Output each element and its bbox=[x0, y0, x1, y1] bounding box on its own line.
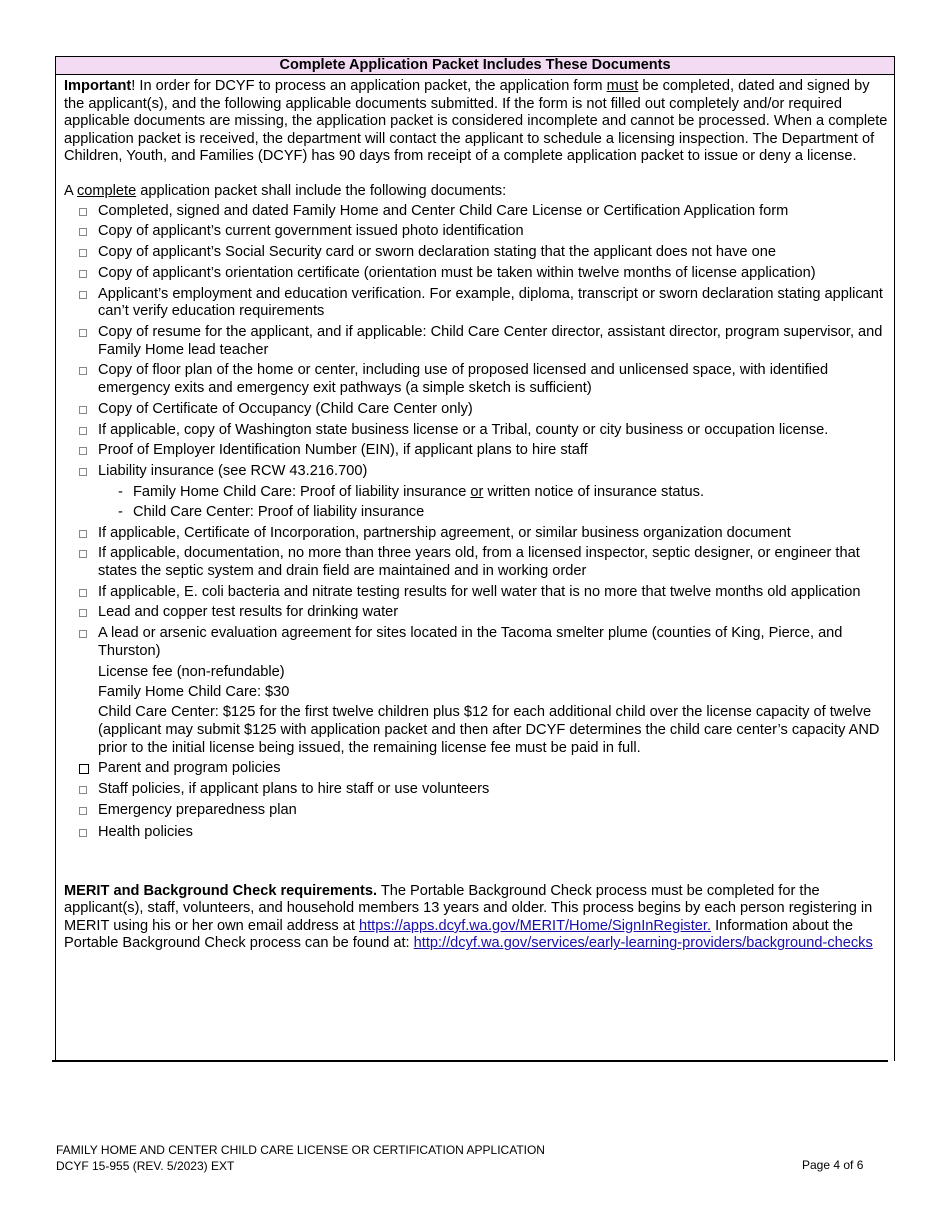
license-fee-title: License fee (non-refundable) bbox=[98, 663, 285, 680]
list-item: Copy of applicant’s orientation certificate (orientation must be taken within twelve months of license application) bbox=[64, 265, 890, 283]
list-item: If applicable, copy of Washington state business license or a Tribal, county or city business or occupation license. bbox=[64, 422, 890, 440]
checkbox[interactable] bbox=[79, 807, 87, 815]
list-item: If applicable, Certificate of Incorporation, partnership agreement, or similar business organization document bbox=[64, 525, 890, 543]
list-item: Copy of Certificate of Occupancy (Child Care Center only) bbox=[64, 401, 890, 419]
document-checklist-continued bbox=[64, 525, 894, 661]
list-item: Completed, signed and dated Family Home and Center Child Care License or Certification Application form bbox=[64, 203, 890, 221]
page-number: Page 4 of 6 bbox=[802, 1158, 864, 1172]
checkbox[interactable] bbox=[79, 589, 87, 597]
policy-checklist bbox=[64, 760, 894, 842]
merit-paragraph: MERIT and Background Check requirements. The Portable Background Check process must be completed for the applicant(s), staff, volunteers, and household members 13 years and older. This process begins by each person registering in MERIT using his or her own email address at https://apps.dcyf.wa.gov/MERIT/Home/SignInRegister. Information about the Portable Background Check process can be found at: http://dcyf.wa.gov/services/early-learning-providers/background-checks bbox=[64, 882, 873, 952]
checkbox[interactable] bbox=[79, 447, 87, 455]
checkbox[interactable] bbox=[79, 630, 87, 638]
important-label: Important bbox=[64, 78, 132, 94]
section-bottom-border bbox=[52, 1060, 888, 1062]
document-checklist bbox=[64, 203, 894, 481]
page-footer bbox=[56, 1143, 545, 1174]
list-item: Staff policies, if applicant plans to hire staff or use volunteers bbox=[64, 781, 890, 799]
checkbox[interactable] bbox=[79, 228, 87, 236]
form-number: DCYF 15-955 (REV. 5/2023) EXT bbox=[56, 1158, 235, 1173]
checkbox[interactable] bbox=[79, 786, 87, 794]
list-item: Copy of floor plan of the home or center, including use of proposed licensed and unlicensed space, with identified emergency exits and emergency exit pathways (a simple sketch is sufficient) bbox=[64, 362, 890, 397]
list-item: Copy of resume for the applicant, and if applicable: Child Care Center director, assistant director, program supervisor, and Family Home lead teacher bbox=[64, 324, 890, 359]
checkbox[interactable] bbox=[79, 764, 89, 774]
list-item: Emergency preparedness plan bbox=[64, 802, 890, 820]
insurance-child-care-center: - Child Care Center: Proof of liability insurance bbox=[118, 504, 425, 521]
list-item: Copy of applicant’s current government issued photo identification bbox=[64, 223, 890, 241]
documents-section bbox=[55, 56, 895, 1061]
section-content bbox=[56, 75, 894, 953]
checkbox[interactable] bbox=[79, 609, 87, 617]
background-checks-link[interactable]: http://dcyf.wa.gov/services/early-learning-providers/background-checks bbox=[413, 935, 873, 952]
checkbox[interactable] bbox=[79, 829, 87, 837]
checkbox[interactable] bbox=[79, 208, 87, 216]
checkbox[interactable] bbox=[79, 367, 87, 375]
checkbox[interactable] bbox=[79, 468, 87, 476]
checkbox[interactable] bbox=[79, 329, 87, 337]
list-item: If applicable, E. coli bacteria and nitrate testing results for well water that is no more that twelve months old application bbox=[64, 584, 890, 602]
checklist-lead: A complete application packet shall include the following documents: bbox=[64, 182, 507, 199]
insurance-family-home: - Family Home Child Care: Proof of liability insurance or written notice of insurance status. bbox=[118, 483, 705, 500]
section-header: Complete Application Packet Includes These Documents bbox=[56, 57, 894, 75]
checkbox[interactable] bbox=[79, 530, 87, 538]
form-title: FAMILY HOME AND CENTER CHILD CARE LICENSE OR CERTIFICATION APPLICATION bbox=[56, 1143, 545, 1157]
merit-register-link[interactable]: https://apps.dcyf.wa.gov/MERIT/Home/SignInRegister. bbox=[358, 917, 712, 934]
list-item: Copy of applicant’s Social Security card or sworn declaration stating that the applicant does not have one bbox=[64, 244, 890, 262]
list-item: Liability insurance (see RCW 43.216.700) bbox=[64, 463, 890, 481]
license-fee-child-care-center: Child Care Center: $125 for the first twelve children plus $12 for each additional child over the license capacity of twelve (applicant may submit $125 with application packet and then after DCYF determines the child care center’s capacity AND prior to the initial license being issued, the remaining license fee must be paid in full. bbox=[98, 704, 880, 756]
checkbox[interactable] bbox=[79, 249, 87, 257]
checkbox[interactable] bbox=[79, 427, 87, 435]
list-item: Lead and copper test results for drinking water bbox=[64, 604, 890, 622]
list-item: A lead or arsenic evaluation agreement for sites located in the Tacoma smelter plume (counties of King, Pierce, and Thurston) bbox=[64, 625, 890, 660]
merit-label: MERIT and Background Check requirements. bbox=[64, 882, 378, 899]
important-paragraph: Important! In order for DCYF to process an application packet, the application form must be completed, dated and signed by the applicant(s), and the following applicable documents submitted. If the form is not filled out completely and/or required applicable documents are missing, the application packet is considered incomplete and cannot be processed. When a complete application packet is received, the department will contact the applicant to schedule a licensing inspection. The Department of Children, Youth, and Families (DCYF) has 90 days from receipt of a complete application packet to issue or deny a license. bbox=[64, 78, 888, 165]
list-item: Proof of Employer Identification Number (EIN), if applicant plans to hire staff bbox=[64, 442, 890, 460]
checkbox[interactable] bbox=[79, 550, 87, 558]
list-item: If applicable, documentation, no more than three years old, from a licensed inspector, septic designer, or engineer that states the septic system and drain field are maintained and in working order bbox=[64, 545, 890, 580]
checkbox[interactable] bbox=[79, 270, 87, 278]
list-item: Health policies bbox=[64, 824, 890, 842]
checkbox[interactable] bbox=[79, 406, 87, 414]
list-item: Parent and program policies bbox=[64, 760, 890, 778]
checkbox[interactable] bbox=[79, 291, 87, 299]
license-fee-family-home: Family Home Child Care: $30 bbox=[98, 683, 290, 700]
list-item: Applicant’s employment and education verification. For example, diploma, transcript or sworn declaration stating applicant can’t verify education requirements bbox=[64, 286, 890, 321]
